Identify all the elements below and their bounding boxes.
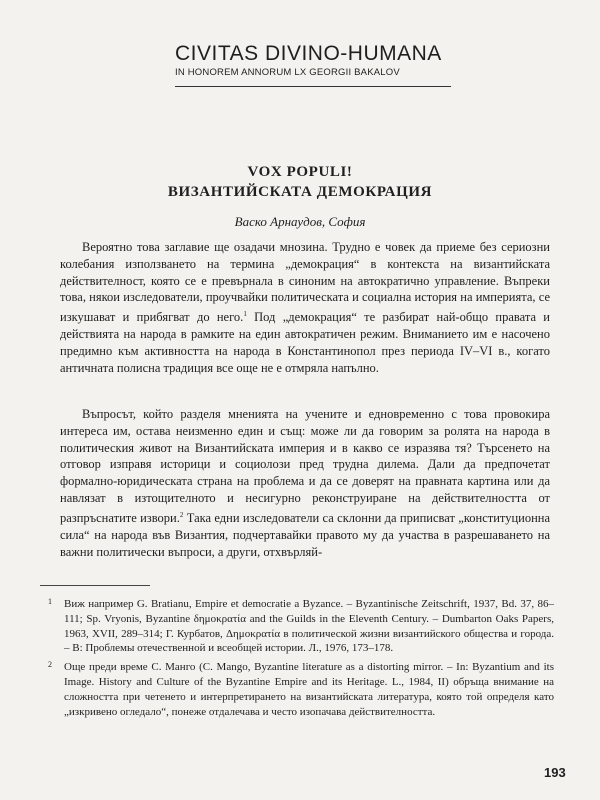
book-subtitle: IN HONOREM ANNORUM LX GEORGII BAKALOV (175, 67, 400, 78)
paragraph-1-text-cont: Под „демокрация“ те разбират най-общо правата и действията на народа в рамките на един автократичен режим. Вниманието им е насочено предимно към активността на народа в Константинопол през периода IV–VI в., когато античната полисна традиция все още не е отмряла напълно. (60, 310, 551, 375)
article-author: Васко Арнаудов, София (234, 214, 366, 229)
article-title-line2: ВИЗАНТИЙСКАТА ДЕМОКРАЦИЯ (167, 184, 433, 200)
footnote-1 (48, 597, 554, 656)
article-title-line1: VOX POPULI! (247, 164, 353, 180)
footnote-2-number: 2 (48, 660, 52, 670)
footnote-1-text: Виж например G. Bratianu, Empire et democratie a Byzance. – Byzantinische Zeitschrift, 1937, Bd. 37, 86–111; Sp. Vryonis, Byzantine δημοκρατία and the Guilds in the Eleventh Century. – Dumbarton Oaks Papers, 1963, XVII, 289–314; Г. Курбатов, Δημοκρατία в политической жизни византийского общества и города. – В: Проблемы отечественной и всеобщей истории. Л., 1976, 173–178. (64, 598, 554, 655)
footnote-separator (40, 585, 150, 586)
page-number: 193 (544, 765, 566, 780)
paragraph-2-text-cont: Така едни изследователи са склонни да приписват „конституционна сила“ на народа във Византия, подчертавайки правото му да участва в разрешаването на важни политически въпроси, а други, отхвърляй- (60, 510, 551, 559)
paragraph-1-text: Вероятно това заглавие ще озадачи мнозина. Трудно е човек да приеме без сериозни колебания използването на термина „демокрация“ в контекста на византийската действителност, която се е превърнала в синоним на автократично управление. Въпреки това, някои изследователи, проучвайки политическата и социална история на империята, се изкушават и прибягват до него. (60, 240, 550, 325)
footnotes (48, 597, 554, 723)
footnote-2 (48, 660, 554, 719)
paragraph-1 (60, 239, 550, 377)
header-rule (175, 86, 451, 87)
footnote-1-number: 1 (48, 597, 52, 606)
running-header (175, 42, 475, 87)
book-title: CIVITAS DIVINO-HUMANA (175, 42, 442, 65)
footnote-ref-2[interactable]: 2 (179, 510, 184, 519)
footnote-2-text: Още преди време С. Манго (C. Mango, Byzantine literature as a distorting mirror. – In: Byzantium and its Image. History and Culture of the Byzantine Empire and its Heritage. L., 1984, II) обръща внимание на сложността при четенето и интерпретирането на византийската литература, която той определя като „изкривено огледало“, понеже отдалечава и често изопачава действителността. (64, 661, 554, 718)
footnote-ref-1[interactable]: 1 (243, 310, 247, 319)
paragraph-2-text: Въпросът, който разделя мненията на учените и едновременно с това провокира интереса им, остава неизменно един и същ: може ли да говорим за ролята на народа в политическия живот на Византийската империя и в какво се изразява тя? Търсенето на отговор изправя историци и социолози пред трудна дилема. Дали да предпочетат формално-юридическата страна на проблема и да се доверят на правната картина или да навлязат в изтощителното и несигурно реконструиране на действителността от разпръснатите извори. (60, 407, 550, 525)
paragraph-2 (60, 406, 550, 560)
